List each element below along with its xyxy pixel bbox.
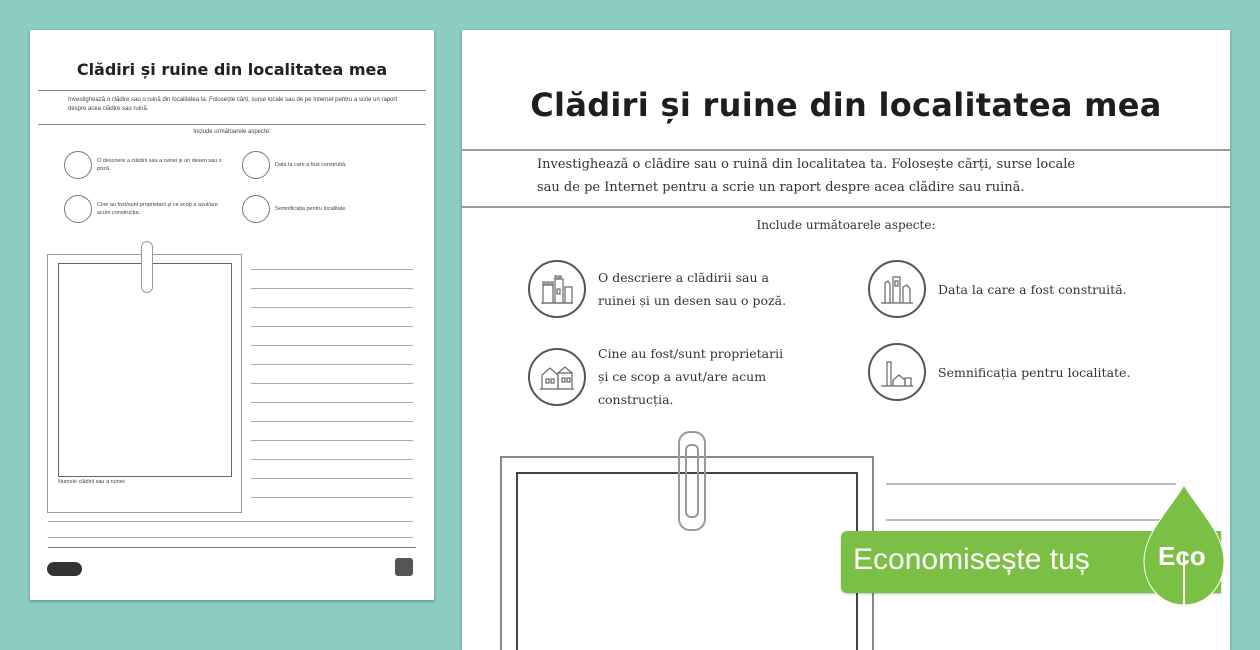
tower-ruin-icon xyxy=(242,151,270,179)
writing-line xyxy=(886,483,1176,485)
writing-line xyxy=(48,537,413,538)
include-heading: Include următoarele aspecte: xyxy=(756,218,936,232)
divider xyxy=(38,124,426,125)
paperclip-icon xyxy=(141,241,153,293)
page-title: Clădiri și ruine din localitatea mea xyxy=(530,86,1162,124)
landmark-icon xyxy=(242,195,270,223)
writing-line xyxy=(251,288,413,289)
castle-ruin-icon xyxy=(64,151,92,179)
intro-text xyxy=(537,153,1177,199)
writing-line xyxy=(251,402,413,403)
brand-logo xyxy=(47,562,82,576)
divider xyxy=(38,90,426,91)
aspect-text: ruinei și un desen sau o poză. xyxy=(598,293,787,308)
writing-line xyxy=(251,364,413,365)
divider xyxy=(462,206,1230,208)
worksheet-thumbnail[interactable] xyxy=(30,30,434,600)
thumbnail-item xyxy=(242,195,402,223)
thumbnail-item xyxy=(64,195,224,223)
aspect-text: construcția. xyxy=(598,392,674,407)
thumbnail-title: Clădiri și ruine din localitatea mea xyxy=(76,60,388,79)
intro-line: Investighează o clădire sau o ruină din localitatea ta. Folosește cărți, surse locale xyxy=(537,157,1076,172)
writing-line xyxy=(251,326,413,327)
aspect-text: Semnificația pentru localitate. xyxy=(938,364,1131,380)
writing-line xyxy=(886,519,1176,521)
landmark-icon xyxy=(868,343,926,401)
thumbnail-item xyxy=(64,151,224,179)
intro-line: sau de pe Internet pentru a scrie un raport despre acea clădire sau ruină. xyxy=(537,180,1025,195)
paperclip-inner xyxy=(685,444,699,518)
writing-line xyxy=(251,478,413,479)
aspect-item xyxy=(868,260,1127,318)
castle-ruin-icon xyxy=(528,260,586,318)
footer-divider xyxy=(48,547,416,548)
writing-line xyxy=(251,307,413,308)
manor-house-icon xyxy=(64,195,92,223)
aspect-item xyxy=(528,342,783,411)
eco-tag: Eco xyxy=(1158,541,1206,571)
writing-line xyxy=(251,440,413,441)
thumbnail-item-text: Cine au fost/sunt proprietarii și ce scop a avut/are acum construcția. xyxy=(97,202,218,216)
building-name-caption: Numele clădirii sau a ruinei: xyxy=(58,479,126,485)
writing-line xyxy=(251,383,413,384)
aspect-item xyxy=(528,260,786,318)
thumbnail-include-heading: Include următoarele aspecte: xyxy=(193,129,271,135)
aspect-text: Data la care a fost construită. xyxy=(938,281,1127,297)
writing-line xyxy=(251,421,413,422)
aspect-text: Cine au fost/sunt proprietarii xyxy=(598,346,784,361)
writing-line xyxy=(251,459,413,460)
thumbnail-intro: Investighează o clădire sau o ruină din localitatea ta. Folosește cărți, surse locale sau de pe Internet pentru a scrie un raport despre acea clădire sau ruină. xyxy=(68,97,398,112)
manor-house-icon xyxy=(528,348,586,406)
brand-mark-icon xyxy=(395,558,413,576)
aspect-text: O descriere a clădirii sau a xyxy=(598,270,769,285)
aspect-item xyxy=(868,343,1130,401)
writing-line xyxy=(251,345,413,346)
thumbnail-item xyxy=(242,151,402,179)
aspect-text: și ce scop a avut/are acum xyxy=(598,369,767,384)
eco-label: Economisește tuș xyxy=(853,543,1090,576)
writing-line xyxy=(251,269,413,270)
thumbnail-item-text: Semnificația pentru localitate. xyxy=(275,206,347,212)
thumbnail-item-text: Data la care a fost construită. xyxy=(275,162,347,168)
writing-line xyxy=(251,497,413,498)
thumbnail-item-text: O descriere a clădirii sau a ruinei și un desen sau o poză. xyxy=(97,158,222,172)
tower-ruin-icon xyxy=(868,260,926,318)
photo-area xyxy=(58,263,232,477)
divider xyxy=(462,149,1230,151)
writing-line xyxy=(48,521,413,522)
